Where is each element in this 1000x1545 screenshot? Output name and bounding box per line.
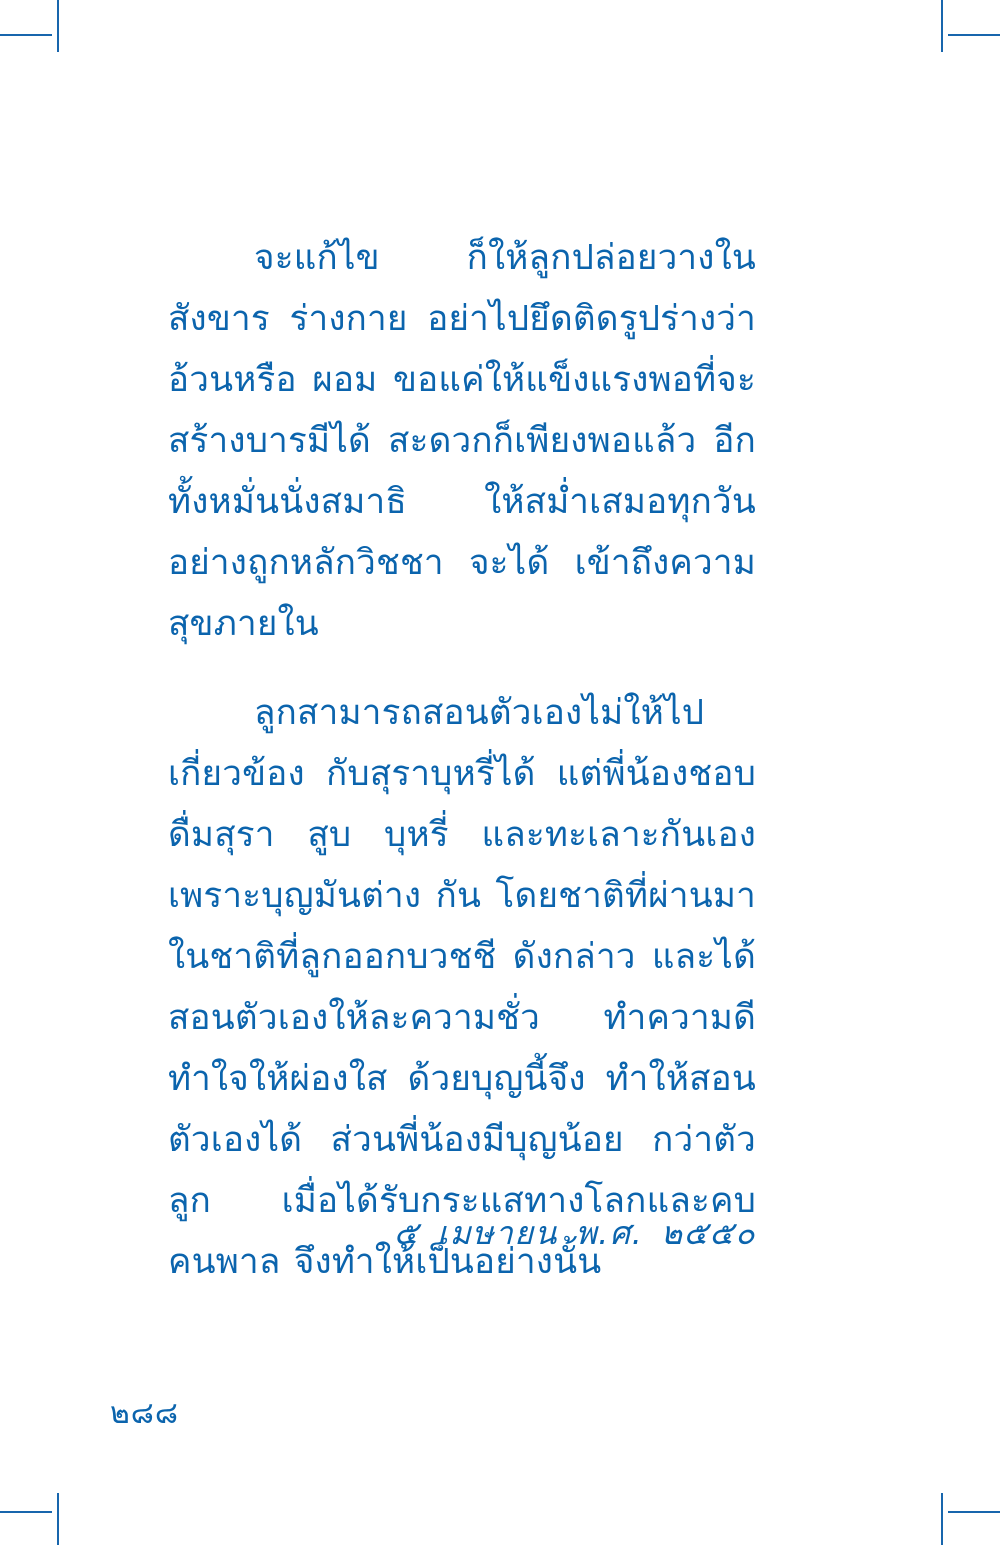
crop-mark-bottom-right-horizontal [948,1511,1000,1513]
crop-mark-top-left-vertical [57,0,59,52]
crop-mark-bottom-left-horizontal [0,1511,52,1513]
paragraph-1: จะแก้ไข ก็ให้ลูกปล่อยวางในสังขาร ร่างกาย อย่าไปยึดติดรูปร่างว่าอ้วนหรือ ผอม ขอแค่ให้แข็งแรงพอที่จะสร้างบารมีได้ สะดวกก็เพียงพอแล้ว อีกทั้งหมั่นนั่งสมาธิ ให้สม่ำเสมอทุกวันอย่างถูกหลักวิชชา จะได้ เข้าถึงความสุขภายใน [168,238,756,644]
signature-date: ๕ เมษายน พ.ศ. ๒๕๕๐ [393,1214,756,1252]
page-number: ๒๘๘ [110,1396,180,1431]
paragraph-2: ลูกสามารถสอนตัวเองไม่ให้ไปเกี่ยวข้อง กับสุราบุหรี่ได้ แต่พี่น้องชอบดื่มสุรา สูบ บุหรี่ และทะเลาะกันเอง เพราะบุญมันต่าง กัน โดยชาติที่ผ่านมา ในชาติที่ลูกออกบวชชี ดังกล่าว และได้สอนตัวเองให้ละความชั่ว ทำความดี ทำใจให้ผ่องใส ด้วยบุญนี้จึง ทำให้สอนตัวเองได้ ส่วนพี่น้องมีบุญน้อย กว่าตัวลูก เมื่อได้รับกระแสทางโลกและคบ คนพาล จึงทำให้เป็นอย่างนั้น [168,693,756,1282]
crop-mark-top-right-vertical [941,0,943,52]
crop-mark-bottom-left-vertical [57,1493,59,1545]
crop-mark-bottom-right-vertical [941,1493,943,1545]
crop-mark-top-right-horizontal [948,34,1000,36]
crop-mark-top-left-horizontal [0,34,52,36]
body-text [168,228,756,1293]
